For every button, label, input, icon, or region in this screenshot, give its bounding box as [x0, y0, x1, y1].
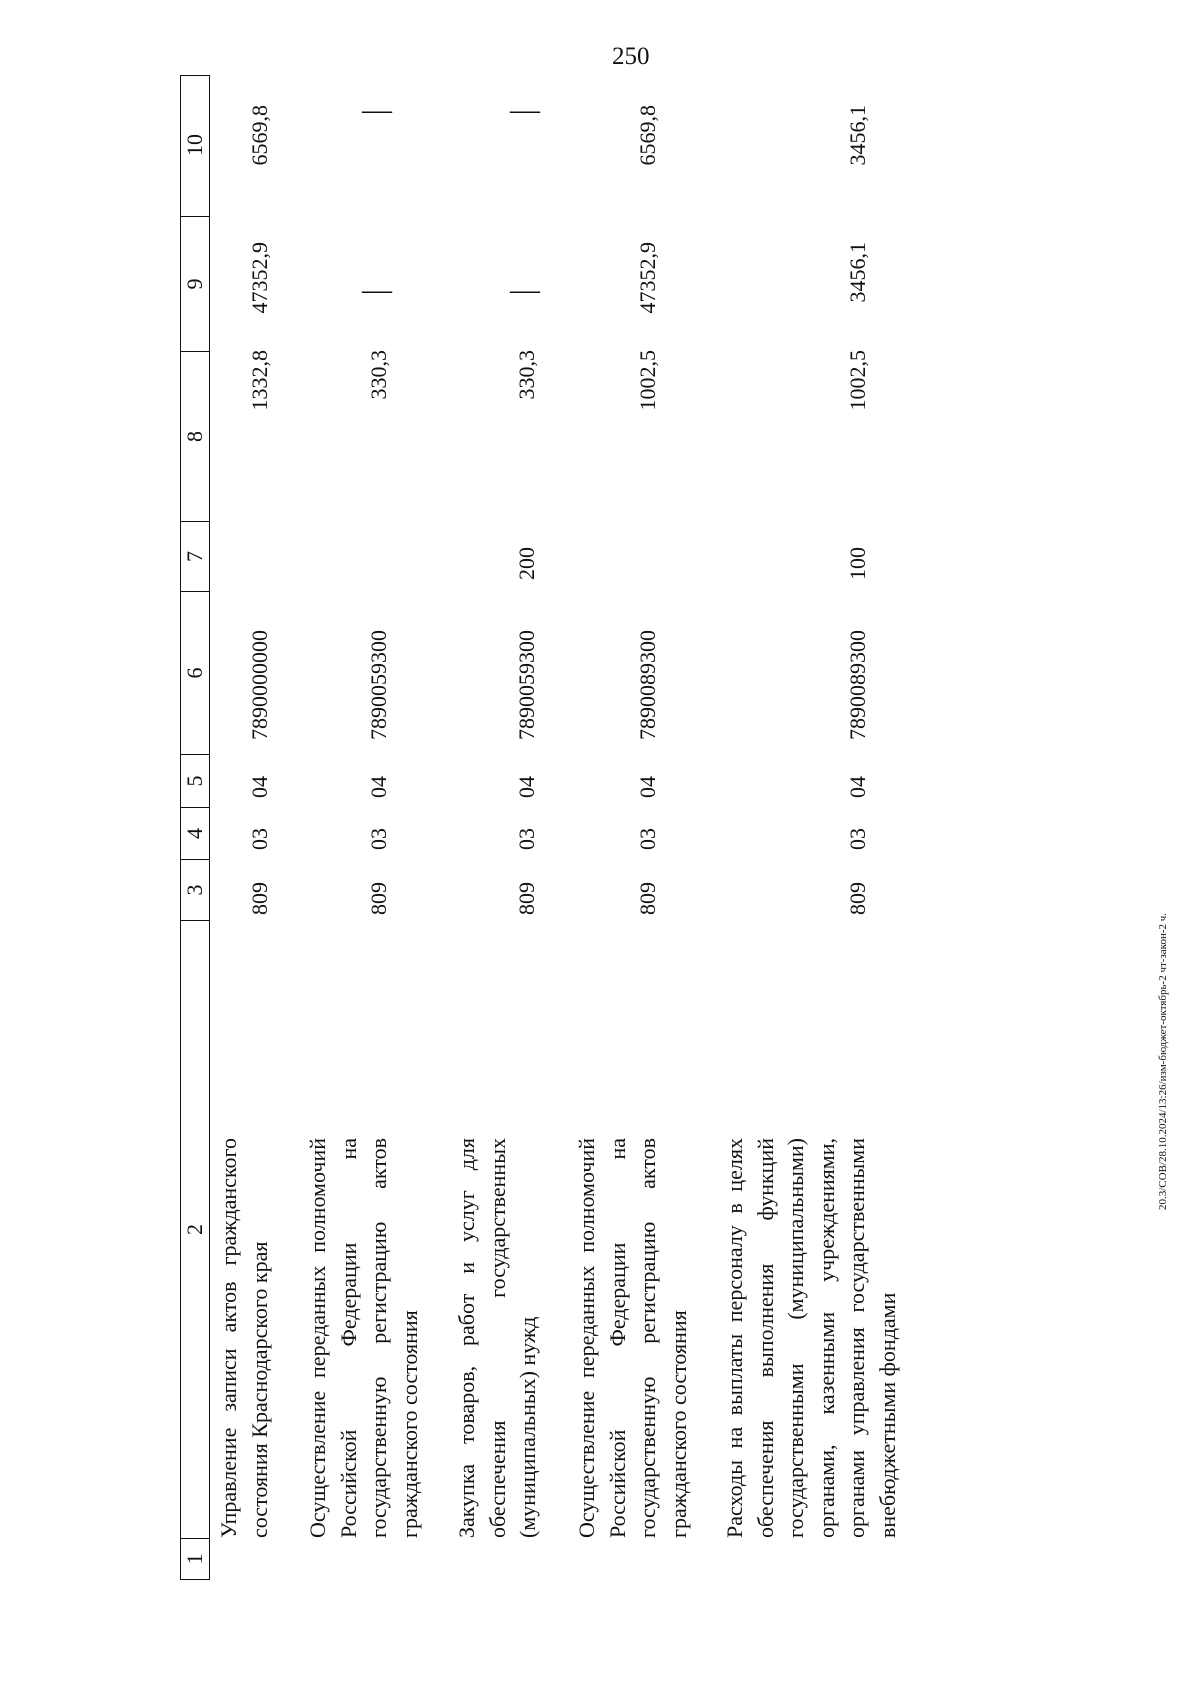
cell-c7: 200 — [514, 547, 539, 580]
cell-c5: 04 — [514, 776, 539, 798]
cell-c4: 03 — [366, 828, 391, 850]
cell-c9-dash: — — [362, 273, 392, 306]
cell-c10-dash: — — [510, 93, 540, 126]
cell-c10: 6569,8 — [247, 105, 272, 166]
cell-c3: 809 — [635, 882, 660, 915]
header-col-4: 4 — [181, 808, 209, 860]
header-col-1: 1 — [182, 1553, 207, 1565]
cell-c9: 47352,9 — [635, 242, 660, 314]
page-number: 250 — [612, 43, 650, 70]
cell-c3: 809 — [845, 882, 870, 915]
header-col-2: 2 — [181, 921, 209, 1539]
cell-c6: 7890089300 — [635, 630, 660, 740]
row-description: Закупка товаров, работ и услуг для обеспечения государственных (муниципальных) нужд — [454, 1138, 540, 1538]
cell-c3: 809 — [514, 882, 539, 915]
cell-c4: 03 — [247, 828, 272, 850]
row-description: Управление записи актов гражданского состояния Краснодарского края — [216, 1138, 272, 1538]
header-col-7: 7 — [181, 522, 209, 592]
cell-c4: 03 — [514, 828, 539, 850]
cell-c6: 7890059300 — [514, 630, 539, 740]
row-description: Расходы на выплаты персоналу в целях обеспечения выполнения функций государственными (муниципальными) органами, казенными учреждениями, органами управления государственными внебюджетными фондами — [722, 1138, 900, 1538]
cell-c10: 3456,1 — [845, 105, 870, 166]
table-header — [180, 75, 210, 1580]
cell-c8: 330,3 — [514, 350, 539, 400]
header-col-9: 9 — [181, 217, 209, 352]
cell-c5: 04 — [366, 776, 391, 798]
cell-c6: 7890059300 — [366, 630, 391, 740]
cell-c4: 03 — [635, 828, 660, 850]
cell-c9: 47352,9 — [247, 242, 272, 314]
cell-c6: 7890000000 — [247, 630, 272, 740]
row-description: Осуществление переданных полномочий Российской Федерации на государственную регистрацию актов гражданского состояния — [305, 1138, 422, 1538]
cell-c3: 809 — [247, 882, 272, 915]
cell-c10-dash: — — [362, 93, 392, 126]
cell-c6: 7890089300 — [845, 630, 870, 740]
cell-c8: 330,3 — [366, 350, 391, 400]
cell-c5: 04 — [247, 776, 272, 798]
cell-c9: 3456,1 — [845, 242, 870, 303]
cell-c4: 03 — [845, 828, 870, 850]
cell-c9-dash: — — [510, 273, 540, 306]
cell-c8: 1002,5 — [845, 350, 870, 411]
header-col-3: 3 — [181, 860, 209, 921]
budget-table — [180, 75, 1080, 1580]
cell-c5: 04 — [845, 776, 870, 798]
cell-c5: 04 — [635, 776, 660, 798]
header-col-5: 5 — [181, 755, 209, 808]
cell-c7: 100 — [845, 547, 870, 580]
cell-c8: 1002,5 — [635, 350, 660, 411]
header-col-8: 8 — [181, 352, 209, 522]
header-col-6: 6 — [181, 592, 209, 755]
cell-c10: 6569,8 — [635, 105, 660, 166]
row-description: Осуществление переданных полномочий Российской Федерации на государственную регистрацию актов гражданского состояния — [574, 1138, 691, 1538]
cell-c3: 809 — [366, 882, 391, 915]
cell-c8: 1332,8 — [247, 350, 272, 411]
footer-code: 20.3/СОВ/28.10.2024/13:26/изм-бюджет-октябрь-2 чт-закон-2 ч. — [1157, 912, 1169, 1210]
header-col-10: 10 — [181, 74, 209, 217]
